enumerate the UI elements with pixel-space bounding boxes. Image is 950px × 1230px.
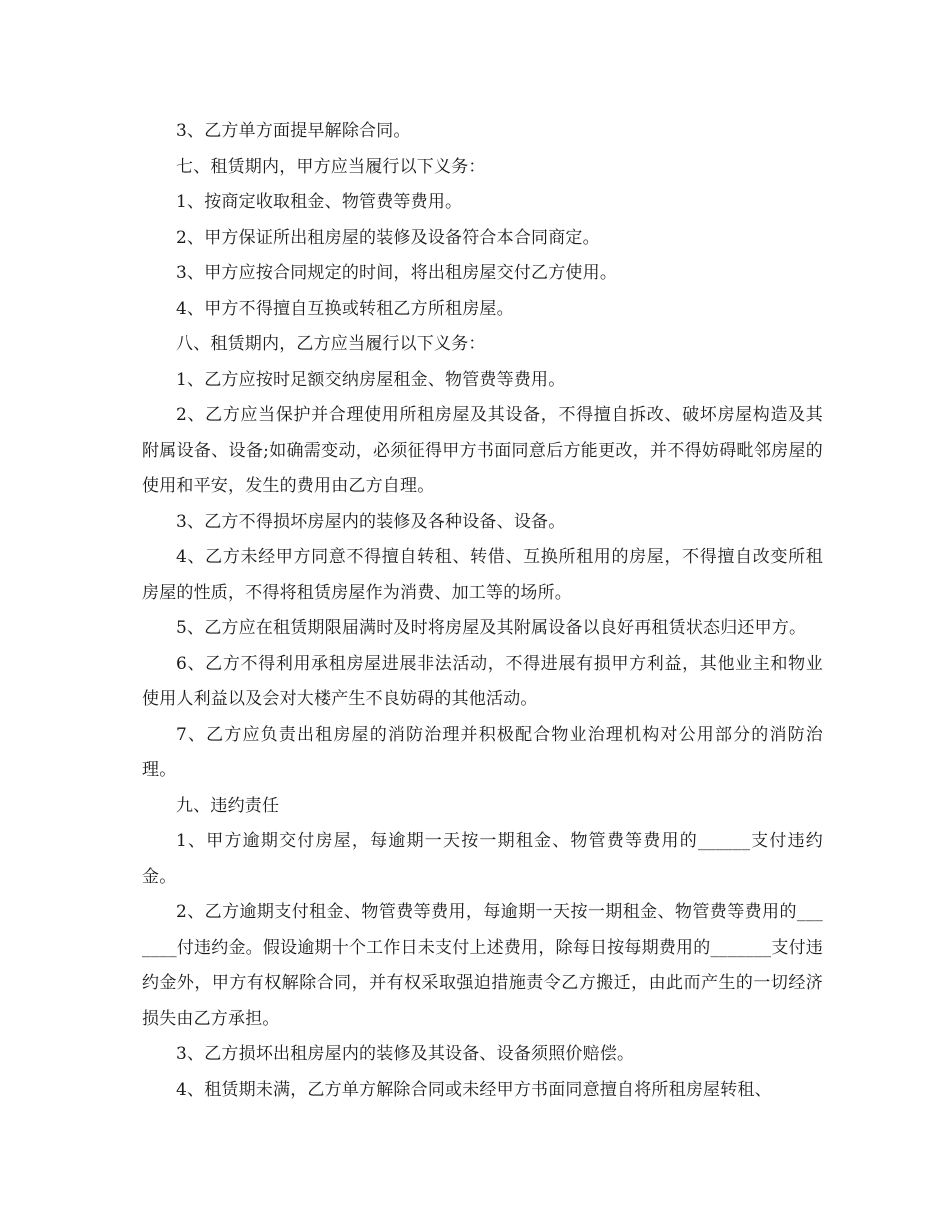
paragraph-7-2: 2、甲方保证所出租房屋的装修及设备符合本合同商定。 <box>176 227 600 248</box>
section-heading-9-breach-liability: 九、违约责任 <box>176 795 280 816</box>
paragraph-9-3: 3、乙方损坏出租房屋内的装修及其设备、设备须照价赔偿。 <box>176 1044 635 1064</box>
paragraph-8-3: 3、乙方不得损坏房屋内的装修及各种设备、设备。 <box>176 511 566 532</box>
paragraph-9-2: 2、乙方逾期支付租金、物管费等费用，每逾期一天按一期租金、物管费等费用的_______付违约金。假设逾期十个工作日未支付上述费用，除每日按每期费用的_______支付违约金外，甲方有权解除合同，并有权采取强迫措施责令乙方搬迁，由此而产生的一切经济损失由乙方承担。 <box>142 902 823 1029</box>
section-heading-8-lessee-duties: 八、租赁期内，乙方应当履行以下义务： <box>176 334 486 354</box>
paragraph-8-2: 2、乙方应当保护并合理使用所租房屋及其设备，不得擅自拆改、破坏房屋构造及其附属设备、设备;如确需变动，必须征得甲方书面同意后方能更改，并不得妨碍毗邻房屋的使用和平安，发生的费用由乙方自理。 <box>142 405 823 496</box>
paragraph-8-6: 6、乙方不得利用承租房屋进展非法活动，不得进展有损甲方利益，其他业主和物业使用人利益以及会对大楼产生不良妨碍的其他活动。 <box>142 653 823 709</box>
paragraph-7-3: 3、甲方应按合同规定的时间，将出租房屋交付乙方使用。 <box>176 263 618 283</box>
paragraph-8-1: 1、乙方应按时足额交纳房屋租金、物管费等费用。 <box>176 369 566 390</box>
paragraph-8-4: 4、乙方未经甲方同意不得擅自转租、转借、互换所租用的房屋，不得擅自改变所租房屋的性质，不得将租赁房屋作为消费、加工等的场所。 <box>142 547 823 603</box>
section-heading-7-lessor-duties: 七、租赁期内，甲方应当履行以下义务： <box>176 156 486 177</box>
paragraph-7-1: 1、按商定收取租金、物管费等费用。 <box>176 192 463 212</box>
document-body <box>142 114 823 1108</box>
paragraph-8-7: 7、乙方应负责出租房屋的消防治理并积极配合物业治理机构对公用部分的消防治理。 <box>142 724 823 780</box>
paragraph-9-4: 4、租赁期未满，乙方单方解除合同或未经甲方书面同意擅自将所租房屋转租、 <box>176 1079 772 1100</box>
paragraph-7-4: 4、甲方不得擅自互换或转租乙方所租房屋。 <box>176 298 514 319</box>
paragraph-8-5: 5、乙方应在租赁期限届满时及时将房屋及其附属设备以良好再租赁状态归还甲方。 <box>176 618 807 638</box>
paragraph-clause-3-early-termination: 3、乙方单方面提早解除合同。 <box>176 121 411 141</box>
paragraph-9-1: 1、甲方逾期交付房屋，每逾期一天按一期租金、物管费等费用的______支付违约金。 <box>142 831 823 887</box>
